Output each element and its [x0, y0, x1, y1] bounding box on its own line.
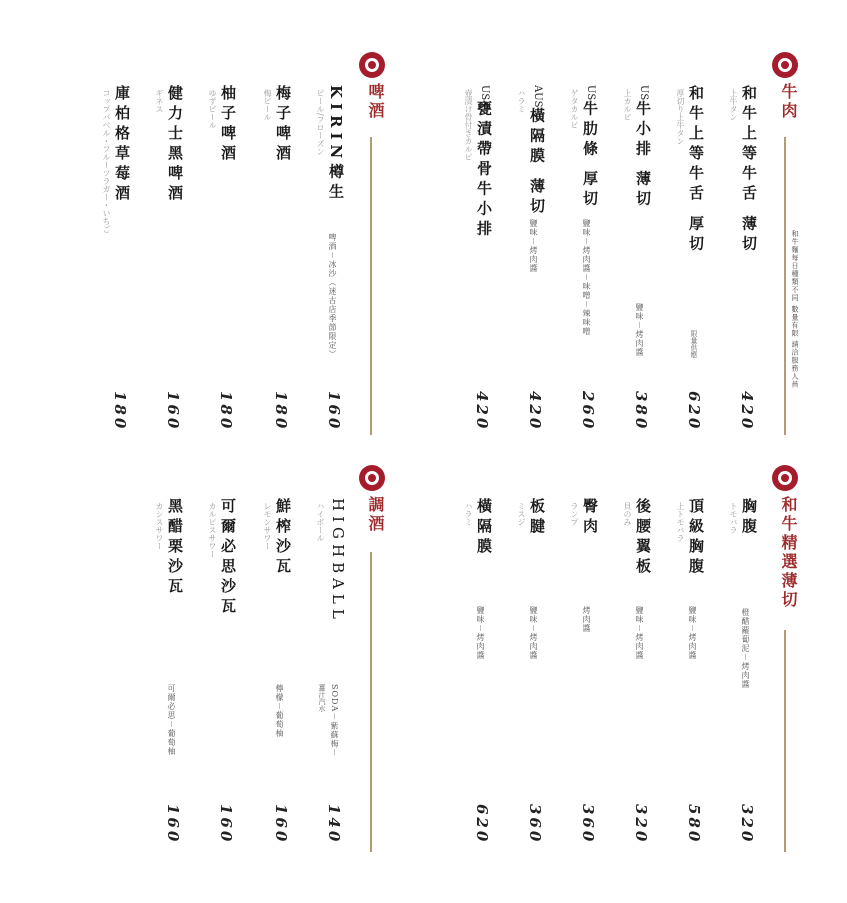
item-sauce: 鹽味－烤肉醬－味噌－辣味噌	[582, 219, 591, 336]
beef-section	[440, 45, 810, 445]
item-sauce: 啤酒－冰沙（迷古店季節限定）	[328, 233, 337, 359]
brand-logo-icon	[359, 52, 385, 78]
item-subtitle: 上トモバラ	[676, 502, 685, 542]
menu-item	[729, 498, 760, 848]
item-price: 360	[579, 804, 597, 845]
item-sauce: 橙醋蘿蔔泥－烤肉醬	[741, 608, 750, 689]
beer-title: 啤酒	[366, 83, 385, 121]
item-name: 臀肉	[581, 498, 599, 538]
menu-item	[155, 498, 186, 848]
item-name-text: 牛小排 薄切	[634, 100, 652, 211]
menu-item	[570, 85, 601, 435]
menu-item	[464, 85, 495, 435]
item-price: 180	[217, 391, 235, 432]
menu-item	[316, 498, 347, 848]
cocktail-title: 調酒	[366, 496, 385, 534]
item-subtitle: ミスジ	[517, 502, 526, 526]
menu-item	[464, 498, 495, 848]
menu-item	[570, 498, 601, 848]
item-sauce: 鹽味－烤肉醬	[476, 606, 485, 660]
item-name: 和牛上等牛舌 薄切	[740, 85, 758, 256]
item-name: 和牛上等牛舌 厚切	[687, 85, 705, 256]
item-sauce: SODA－紫蘇梅－	[330, 684, 339, 758]
menu-item	[208, 85, 239, 435]
menu-item	[517, 498, 548, 848]
item-price: 160	[325, 391, 343, 432]
item-name	[527, 85, 548, 218]
item-subtitle: トモバラ	[729, 502, 738, 534]
item-origin: US	[479, 85, 490, 101]
item-price: 180	[111, 391, 129, 432]
menu-item	[155, 85, 186, 435]
item-sauce: 烤肉醬	[582, 606, 591, 633]
beer-divider	[370, 137, 372, 435]
menu-item	[623, 85, 654, 435]
item-sauce: 鹽味－烤肉醬	[635, 303, 644, 357]
beer-section	[85, 45, 400, 445]
item-sauce: 鹽味－烤肉醬	[529, 219, 538, 273]
brand-logo-icon	[772, 465, 798, 491]
item-subtitle: ハラミ	[517, 89, 526, 113]
item-price: 160	[164, 804, 182, 845]
wagyu-title: 和牛精選薄切	[779, 496, 798, 610]
item-price: 160	[164, 391, 182, 432]
item-sauce: 鹽味－烤肉醬	[529, 606, 538, 660]
item-subtitle: カシスサワー	[155, 502, 164, 550]
item-price: 620	[685, 391, 703, 432]
item-name-text: 橫隔膜 薄切	[528, 107, 546, 218]
item-subtitle: 梅ビール	[263, 89, 272, 121]
item-name: 健力士黑啤酒	[166, 85, 184, 205]
item-name-text: 牛肋條 厚切	[581, 100, 599, 211]
item-subtitle: コップバベル・フルーツラガー・いちご	[102, 89, 111, 233]
item-name: 庫柏格草莓酒	[113, 85, 131, 205]
item-name	[474, 85, 495, 240]
item-note: 限量供應	[690, 330, 698, 358]
item-subtitle: ハイボール	[316, 502, 325, 542]
item-price: 620	[473, 804, 491, 845]
item-subtitle: レモンサワー	[263, 502, 272, 550]
item-price: 160	[217, 804, 235, 845]
menu-item	[263, 85, 294, 435]
item-price: 420	[473, 391, 491, 432]
item-name: 板腱	[528, 498, 546, 538]
item-name: 鮮榨沙瓦	[274, 498, 292, 578]
item-name: HIGHBALL	[329, 498, 347, 624]
item-price: 260	[579, 391, 597, 432]
brand-logo-icon	[772, 52, 798, 78]
item-name: 頂級胸腹	[687, 498, 705, 578]
item-note: 薑汁汽水	[318, 684, 326, 712]
item-name: 梅子啤酒	[274, 85, 292, 165]
item-price: 160	[272, 804, 290, 845]
item-subtitle: 上牛タン	[729, 89, 738, 121]
menu-item	[623, 498, 654, 848]
item-price: 320	[738, 804, 756, 845]
brand-logo-icon	[359, 465, 385, 491]
item-name: KIRIN樽生	[327, 85, 345, 204]
cocktail-section	[85, 462, 400, 862]
item-subtitle: ギネス	[155, 89, 164, 113]
menu-item	[316, 85, 347, 435]
item-subtitle: ゆずビール	[208, 89, 217, 129]
item-name: 可爾必思沙瓦	[219, 498, 237, 618]
item-origin: AUS	[532, 85, 543, 108]
item-name	[580, 85, 601, 211]
item-name: 後腰翼板	[634, 498, 652, 578]
item-sauce: 檸檬－葡萄柚	[275, 684, 284, 738]
item-price: 380	[632, 391, 650, 432]
item-subtitle: ゲタカルビ	[570, 89, 579, 129]
item-name: 黑醋栗沙瓦	[166, 498, 184, 598]
item-price: 580	[685, 804, 703, 845]
menu-item	[208, 498, 239, 848]
cocktail-divider	[370, 552, 372, 852]
item-origin: US	[638, 85, 649, 101]
item-name	[633, 85, 654, 211]
item-price: 180	[272, 391, 290, 432]
beef-divider	[784, 137, 786, 435]
wagyu-divider	[784, 630, 786, 852]
item-subtitle: 壺漬け骨付きカルビ	[464, 89, 473, 161]
item-price: 420	[738, 391, 756, 432]
item-subtitle: 上カルビ	[623, 89, 632, 121]
menu-item	[729, 85, 760, 435]
item-name-text: 甕漬帶骨牛小排	[475, 100, 493, 241]
beef-note: 和牛麵每日種類不同 數量有限 請洽服務人員	[791, 230, 799, 389]
item-sauce: 鹽味－烤肉醬	[635, 606, 644, 660]
item-sauce: 鹽味－烤肉醬	[688, 606, 697, 660]
item-price: 420	[526, 391, 544, 432]
item-name: 胸腹	[740, 498, 758, 538]
item-subtitle: ランプ	[570, 502, 579, 526]
item-sauce: 可爾必思－葡萄柚	[167, 684, 176, 756]
item-subtitle: ハラミ	[464, 502, 473, 526]
menu-item	[676, 85, 707, 435]
item-price: 360	[526, 804, 544, 845]
item-name: 橫隔膜	[475, 498, 493, 558]
item-name: 柚子啤酒	[219, 85, 237, 165]
item-origin: US	[585, 85, 596, 101]
item-price: 320	[632, 804, 650, 845]
menu-item	[102, 85, 133, 435]
item-price: 140	[325, 804, 343, 845]
beef-title: 牛肉	[779, 83, 798, 121]
item-subtitle: 厚切り上牛タン	[676, 89, 685, 145]
item-subtitle: カルピスサワー	[208, 502, 217, 558]
menu-item	[676, 498, 707, 848]
item-subtitle: ビール/フローズン	[316, 89, 325, 156]
menu-item	[263, 498, 294, 848]
item-subtitle: 貝のみ	[623, 502, 632, 526]
menu-item	[517, 85, 548, 435]
wagyu-section	[440, 462, 810, 862]
